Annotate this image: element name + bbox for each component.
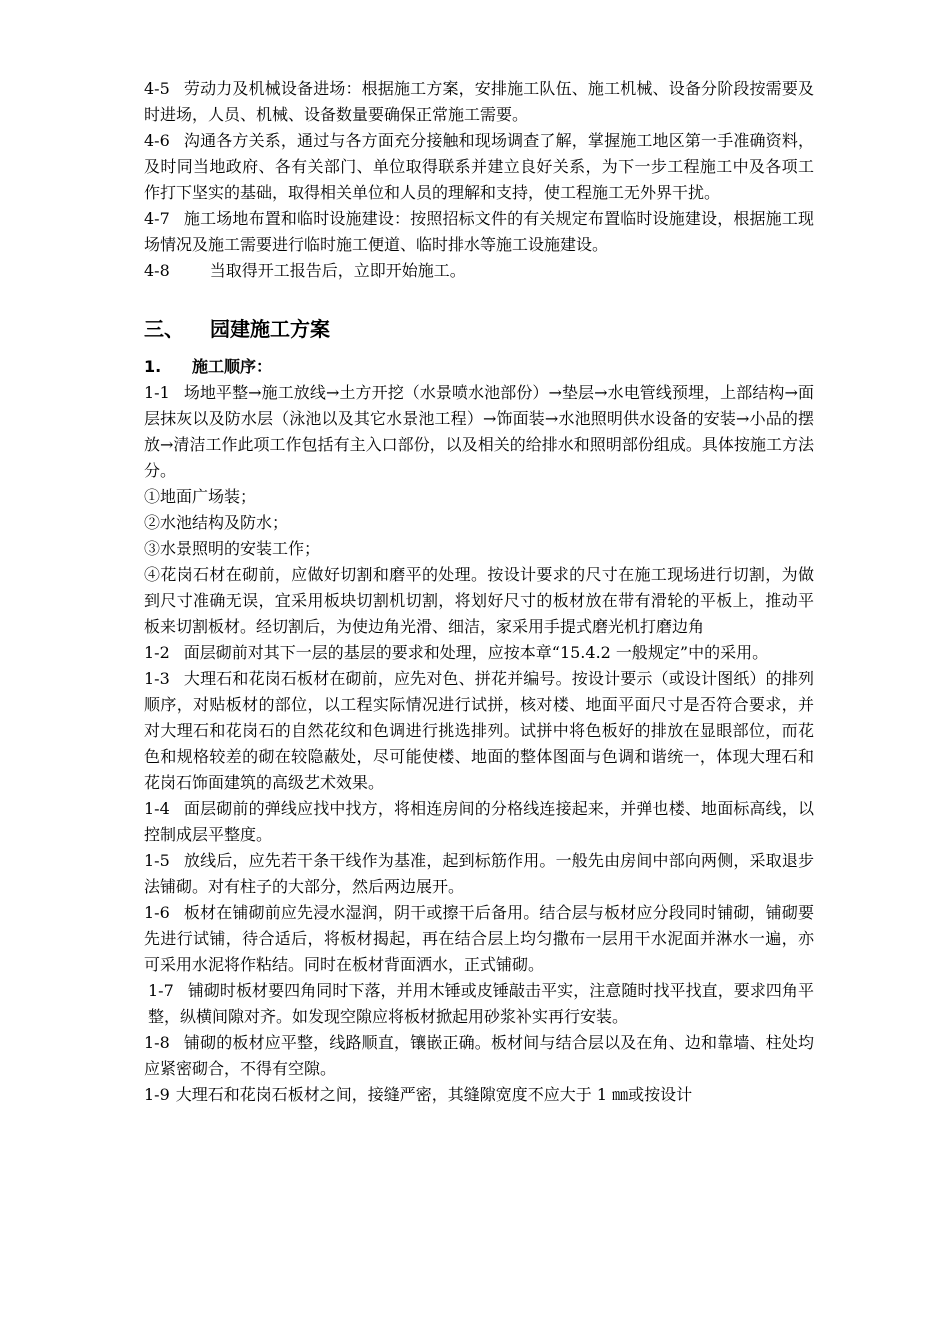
item-label: 4-8: [144, 261, 170, 280]
paragraph-1-8: [144, 1030, 814, 1082]
item-text: 面层砌前的弹线应找中找方，将相连房间的分格线连接起来，并弹也楼、地面标高线，以控制成层平整度。: [144, 799, 814, 844]
item-label: 1-6: [144, 903, 170, 922]
item-label: 1-2: [144, 643, 170, 662]
item-text: ①地面广场装；: [144, 487, 257, 506]
item-label: 1-3: [144, 669, 170, 688]
document-page: [144, 76, 814, 1108]
list-item-4: [144, 562, 814, 640]
list-item-3: [144, 536, 814, 562]
item-text: 大理石和花岗石板材之间，接缝严密，其缝隙宽度不应大于 1 ㎜或按设计: [175, 1085, 693, 1104]
item-text: ④花岗石材在砌前，应做好切割和磨平的处理。按设计要求的尺寸在施工现场进行切割，为做到尺寸准确无误，宜采用板块切割机切割，将划好尺寸的板材放在带有滑轮的平板上，推动平板来切割板材。经切割后，为使边角光滑、细洁，家采用手提式磨光机打磨边角: [144, 565, 814, 636]
paragraph-1-2: [144, 640, 814, 666]
paragraph-1-9: [144, 1082, 814, 1108]
paragraph-1-3: [144, 666, 814, 796]
item-text: 放线后，应先若干条干线作为基准，起到标筋作用。一般先由房间中部向两侧，采取退步法铺砌。对有柱子的大部分，然后两边展开。: [144, 851, 814, 896]
item-text: 劳动力及机械设备进场：根据施工方案，安排施工队伍、施工机械、设备分阶段按需要及时进场，人员、机械、设备数量要确保正常施工需要。: [144, 79, 814, 124]
item-label: 1-4: [144, 799, 170, 818]
paragraph-1-1: [144, 380, 814, 484]
paragraph-1-7: [144, 978, 814, 1030]
list-item-2: [144, 510, 814, 536]
item-label: 1-8: [144, 1033, 170, 1052]
item-text: 板材在铺砌前应先浸水湿润，阴干或擦干后备用。结合层与板材应分段同时铺砌，铺砌要先进行试铺，待合适后，将板材揭起，再在结合层上均匀撒布一层用干水泥面并淋水一遍，亦可采用水泥将作粘结。同时在板材背面洒水，正式铺砌。: [144, 903, 814, 974]
item-text: 沟通各方关系，通过与各方面充分接触和现场调查了解，掌握施工地区第一手准确资料，及时同当地政府、各有关部门、单位取得联系并建立良好关系，为下一步工程施工中及各项工作打下坚实的基础，取得相关单位和人员的理解和支持，使工程施工无外界干扰。: [144, 131, 814, 202]
item-text: 场地平整→施工放线→土方开挖（水景喷水池部份）→垫层→水电管线预埋，上部结构→面层抹灰以及防水层（泳池以及其它水景池工程）→饰面装→水池照明供水设备的安装→小品的摆放→清洁工作此项工作包括有主入口部份，以及相关的给排水和照明部份组成。具体按施工方法分。: [144, 383, 814, 480]
item-label: 1-1: [144, 383, 170, 402]
item-text: ③水景照明的安装工作；: [144, 539, 321, 558]
item-label: 1-7: [148, 981, 174, 1000]
item-label: 4-5: [144, 79, 170, 98]
item-label: 4-6: [144, 131, 170, 150]
item-text: 铺砌的板材应平整，线路顺直，镶嵌正确。板材间与结合层以及在角、边和靠墙、柱处均应紧密砌合，不得有空隙。: [144, 1033, 814, 1078]
item-text: ②水池结构及防水；: [144, 513, 289, 532]
item-text: 大理石和花岗石板材在砌前，应先对色、拼花并编号。按设计要示（或设计图纸）的排列顺序，对贴板材的部位，以工程实际情况进行试拼，核对楼、地面平面尺寸是否符合要求，并对大理石和花岗石的自然花纹和色调进行挑选排列。试拼中将色板好的排放在显眼部位，而花色和规格较差的砌在较隐蔽处，尽可能使楼、地面的整体图面与色调和谐统一，体现大理石和花岗石饰面建筑的高级艺术效果。: [144, 669, 814, 792]
item-label: 1-5: [144, 851, 170, 870]
subsection-title: 施工顺序：: [192, 357, 273, 376]
paragraph-1-4: [144, 796, 814, 848]
subsection-heading: [144, 354, 814, 380]
item-text: 铺砌时板材要四角同时下落，并用木锤或皮锤敲击平实，注意随时找平找直，要求四角平整，纵横间隙对齐。如发现空隙应将板材掀起用砂浆补实再行安装。: [148, 981, 814, 1026]
paragraph-4-6: [144, 128, 814, 206]
item-label: 4-7: [144, 209, 170, 228]
paragraph-1-5: [144, 848, 814, 900]
paragraph-1-6: [144, 900, 814, 978]
paragraph-4-7: [144, 206, 814, 258]
item-text: 当取得开工报告后，立即开始施工。: [209, 261, 466, 280]
item-text: 施工场地布置和临时设施建设：按照招标文件的有关规定布置临时设施建设，根据施工现场情况及施工需要进行临时施工便道、临时排水等施工设施建设。: [144, 209, 814, 254]
subsection-number: 1.: [144, 357, 162, 376]
paragraph-4-5: [144, 76, 814, 128]
paragraph-4-8: [144, 258, 814, 284]
item-text: 面层砌前对其下一层的基层的要求和处理，应按本章“15.4.2 一般规定”中的采用。: [183, 643, 769, 662]
list-item-1: [144, 484, 814, 510]
section-title: 园建施工方案: [210, 317, 330, 341]
section-heading: [144, 314, 814, 344]
section-number: 三、: [144, 317, 184, 341]
item-label: 1-9: [144, 1085, 170, 1104]
